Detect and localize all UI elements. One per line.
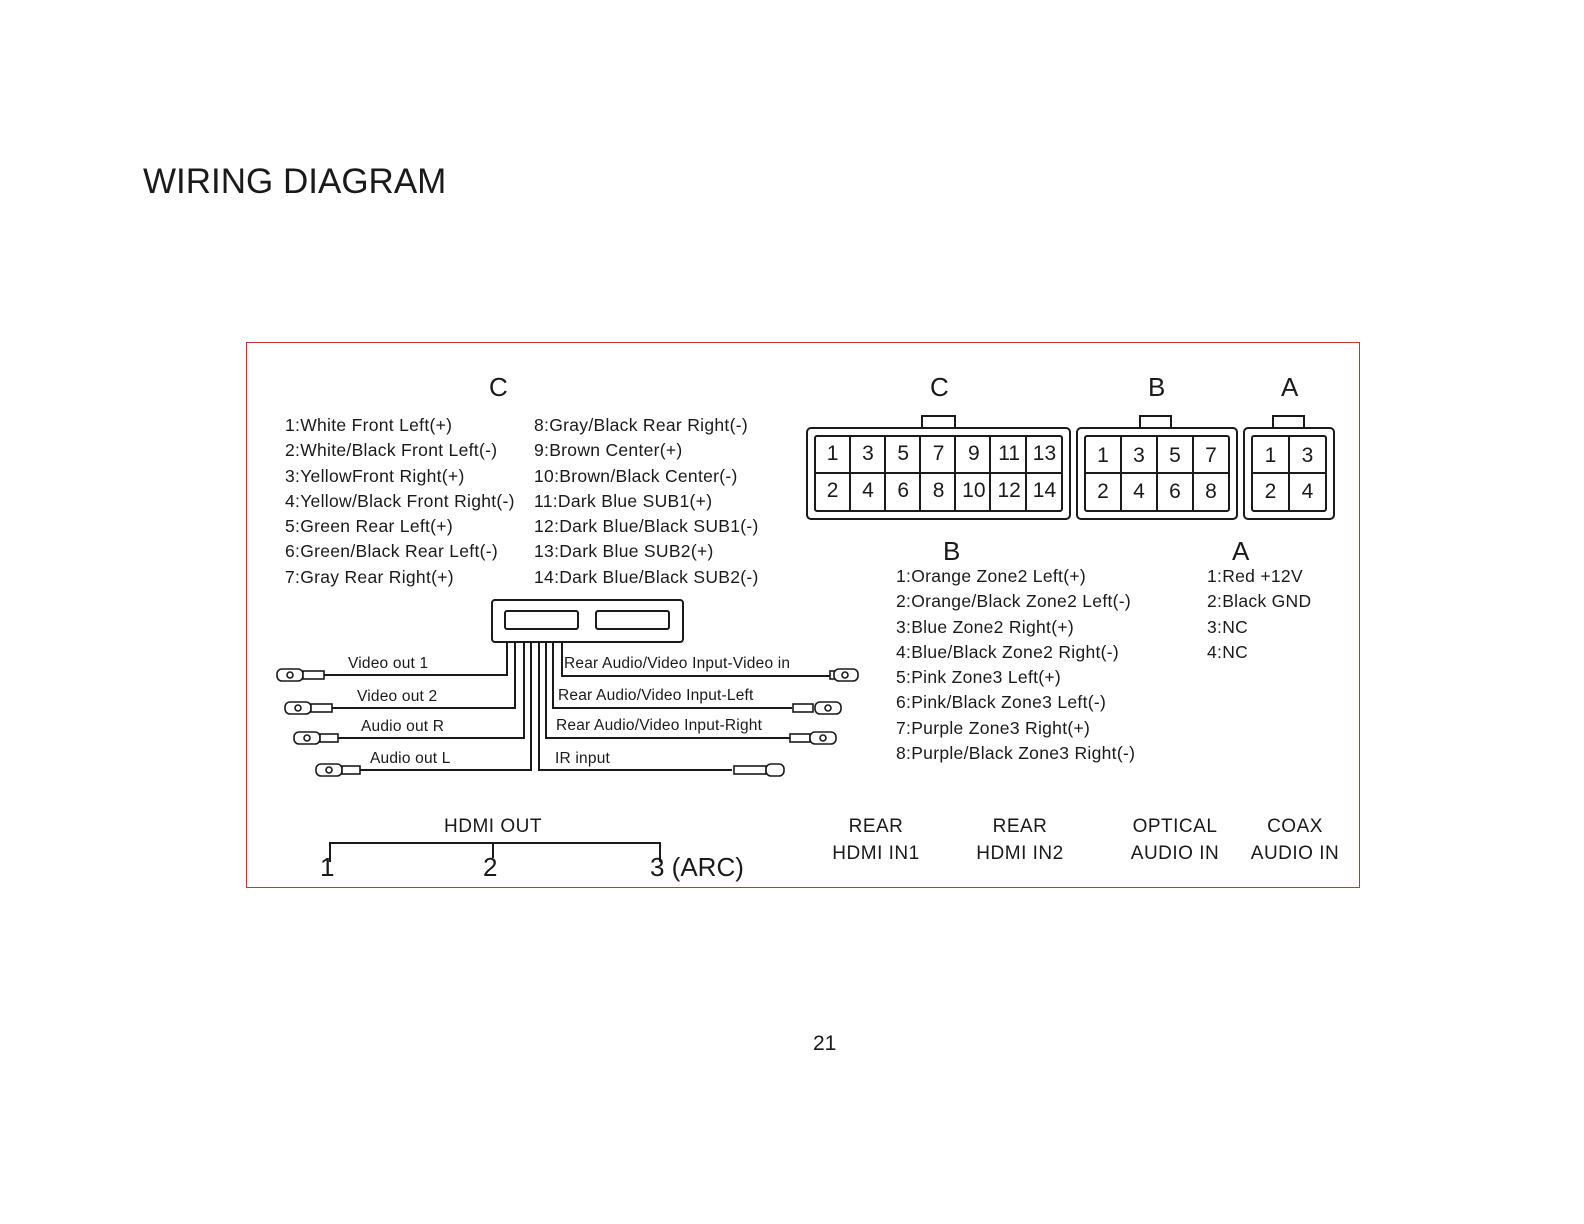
- connector-b-plug-header: B: [1148, 372, 1166, 402]
- pin-label: 12:Dark Blue/Black SUB1(-): [534, 516, 759, 537]
- pin-number: 5: [1169, 444, 1181, 467]
- pin-number: 12: [997, 479, 1021, 502]
- pin-label: 5:Pink Zone3 Left(+): [896, 667, 1062, 688]
- pin-label: 4:NC: [1207, 641, 1249, 662]
- harness-box: [492, 600, 683, 642]
- coax-audio-in-label: [1235, 813, 1355, 867]
- pin-label: 4:Blue/Black Zone2 Right(-): [896, 641, 1120, 662]
- pin-label: 2:Orange/Black Zone2 Left(-): [896, 591, 1132, 612]
- rear-hdmi-in2-label: [960, 813, 1080, 867]
- pin-number: 8: [932, 479, 945, 502]
- pin-number: 3: [1301, 444, 1314, 467]
- rear-right-label: Rear Audio/Video Input-Right: [556, 717, 763, 734]
- connector-c-plug-header: C: [930, 372, 949, 402]
- audio-out-l-label: Audio out L: [370, 750, 451, 767]
- connector-a-list-header: A: [1232, 536, 1250, 566]
- pin-number: 2: [826, 479, 839, 502]
- video-out-2-label: Video out 2: [357, 688, 438, 705]
- pin-number: 1: [1097, 444, 1109, 467]
- pin-label: 1:White Front Left(+): [285, 415, 453, 435]
- pin-number: 1: [826, 442, 839, 465]
- connector-a-plug-header: A: [1281, 372, 1299, 402]
- pin-number: 10: [962, 479, 986, 502]
- pin-number: 8: [1205, 480, 1217, 503]
- pin-label: 7:Purple Zone3 Right(+): [896, 717, 1091, 738]
- pin-label: 2:Black GND: [1207, 591, 1312, 612]
- pin-number: 13: [1032, 442, 1057, 465]
- port-label-line1: REAR: [992, 816, 1048, 837]
- video-out-1-label: Video out 1: [348, 655, 429, 672]
- pin-number: 7: [932, 442, 945, 465]
- rca-plug-audio-out-r: [294, 732, 338, 744]
- pin-label: 9:Brown Center(+): [534, 440, 683, 461]
- audio-out-r-label: Audio out R: [361, 718, 445, 735]
- port-label-line2: AUDIO IN: [1130, 843, 1220, 864]
- rca-plug-audio-out-l: [316, 764, 360, 776]
- connector-c-list-header: C: [489, 372, 508, 402]
- pin-number: 4: [1301, 480, 1314, 503]
- pin-label: 11:Dark Blue SUB1(+): [534, 490, 713, 511]
- connector-c-latch: [922, 416, 955, 428]
- pin-label: 6:Green/Black Rear Left(-): [285, 541, 499, 562]
- c-pins-right-list: [534, 413, 759, 590]
- connector-a-latch: [1273, 416, 1304, 428]
- optical-audio-in-label: [1115, 813, 1235, 867]
- hdmi-out-port-2: 2: [483, 852, 498, 882]
- pin-label: 1:Orange Zone2 Left(+): [896, 566, 1086, 586]
- rca-plug-video-out-1: [277, 669, 324, 681]
- connector-b-list-header: B: [943, 536, 961, 566]
- pin-label: 3:NC: [1207, 616, 1249, 637]
- port-label-line1: OPTICAL: [1132, 816, 1218, 837]
- rear-video-in-label: Rear Audio/Video Input-Video in: [564, 655, 791, 672]
- pin-label: 13:Dark Blue SUB2(+): [534, 541, 714, 562]
- port-label-line1: REAR: [848, 816, 904, 837]
- page-number: 21: [813, 1032, 837, 1055]
- pin-label: 4:Yellow/Black Front Right(-): [285, 490, 515, 511]
- page-title: WIRING DIAGRAM: [143, 162, 447, 201]
- c-pins-left-list: [285, 413, 515, 590]
- pin-number: 7: [1205, 444, 1217, 467]
- pin-label: 10:Brown/Black Center(-): [534, 465, 738, 486]
- hdmi-out-port-3: 3 (ARC): [650, 852, 744, 882]
- port-label-line2: HDMI IN1: [832, 843, 920, 864]
- ir-input-plug: [734, 764, 784, 776]
- connector-b-latch: [1140, 416, 1171, 428]
- a-pins-list: [1207, 564, 1311, 665]
- rca-plug-rear-right: [790, 732, 836, 744]
- ir-input-label: IR input: [555, 750, 611, 767]
- pin-number: 1: [1264, 444, 1277, 467]
- port-label-line2: HDMI IN2: [976, 843, 1064, 864]
- port-label-line2: AUDIO IN: [1250, 843, 1340, 864]
- b-pins-list: [896, 564, 1135, 766]
- pin-label: 8:Purple/Black Zone3 Right(-): [896, 743, 1136, 764]
- pin-number: 4: [862, 479, 874, 502]
- rca-plug-rear-left: [793, 702, 841, 714]
- pin-label: 2:White/Black Front Left(-): [285, 440, 498, 461]
- rear-hdmi-in1-label: [816, 813, 936, 867]
- rear-left-label: Rear Audio/Video Input-Left: [558, 687, 754, 704]
- pin-label: 5:Green Rear Left(+): [285, 516, 453, 537]
- pin-number: 2: [1264, 480, 1277, 503]
- pin-number: 2: [1097, 480, 1109, 503]
- pin-label: 8:Gray/Black Rear Right(-): [534, 415, 748, 435]
- pin-label: 3:YellowFront Right(+): [285, 465, 465, 486]
- pin-number: 11: [998, 442, 1021, 465]
- pin-number: 6: [897, 479, 910, 502]
- pin-number: 14: [1032, 479, 1057, 502]
- rca-plug-rear-video-in: [830, 669, 858, 681]
- pin-number: 5: [897, 442, 910, 465]
- rca-plug-video-out-2: [285, 702, 332, 714]
- pin-number: 6: [1169, 480, 1181, 503]
- pin-label: 6:Pink/Black Zone3 Left(-): [896, 692, 1107, 713]
- pin-number: 3: [1133, 444, 1145, 467]
- port-label-line1: COAX: [1267, 816, 1323, 837]
- pin-number: 3: [862, 442, 874, 465]
- hdmi-out-port-1: 1: [320, 852, 335, 882]
- pin-label: 3:Blue Zone2 Right(+): [896, 616, 1074, 637]
- pin-number: 4: [1133, 480, 1145, 503]
- pin-number: 9: [967, 442, 980, 465]
- hdmi-out-label: HDMI OUT: [444, 816, 542, 837]
- pin-label: 7:Gray Rear Right(+): [285, 566, 454, 587]
- pin-label: 14:Dark Blue/Black SUB2(-): [534, 566, 759, 587]
- pin-label: 1:Red +12V: [1207, 566, 1303, 586]
